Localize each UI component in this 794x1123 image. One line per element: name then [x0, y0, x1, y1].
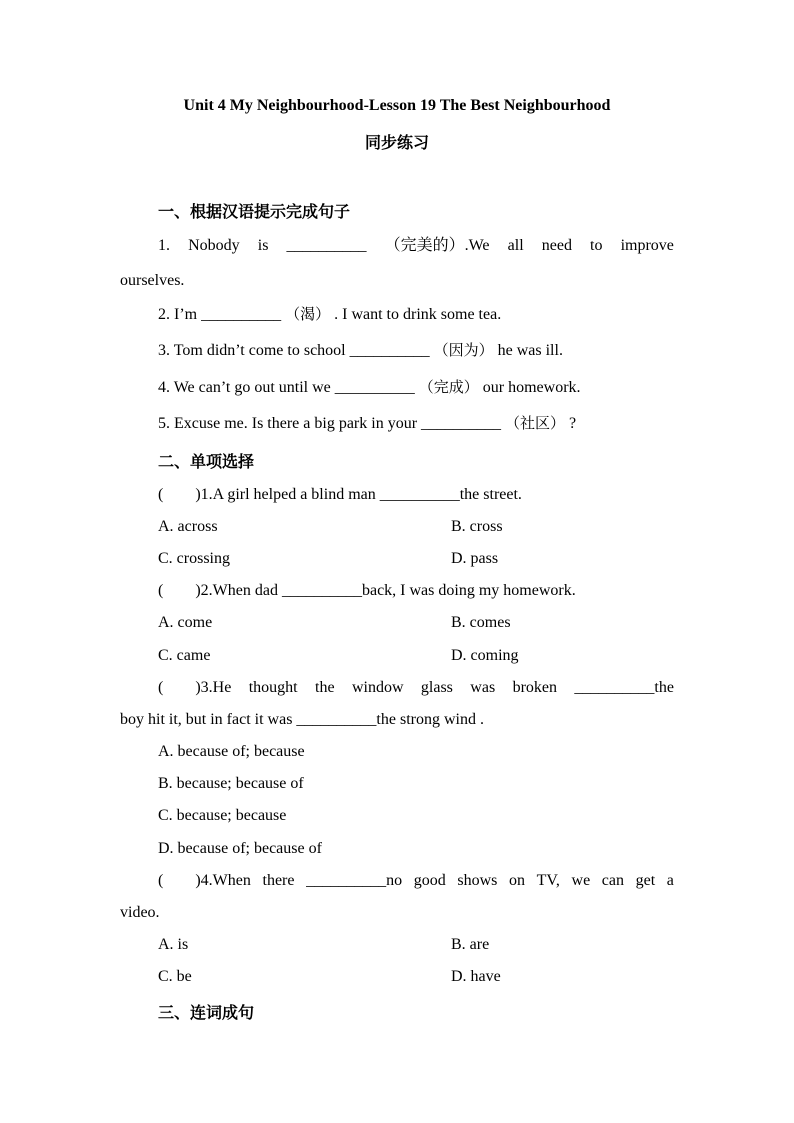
section2-heading: 二、单项选择	[158, 452, 255, 471]
word: __________	[286, 237, 367, 254]
s2-question-3-continuation: boy hit it, but in fact it was __________the strong wind .	[120, 711, 484, 728]
s2-q4-option-c: C. be	[158, 968, 192, 985]
s2-question-4-line	[158, 871, 674, 891]
s1-question-1-line	[158, 236, 674, 256]
word: to	[590, 237, 603, 254]
word: 1.	[158, 237, 170, 254]
s2-q4-option-a: A. is	[158, 936, 189, 953]
page-title: Unit 4 My Neighbourhood-Lesson 19 The Best Neighbourhood	[183, 97, 611, 114]
q5-hint: （社区）	[505, 414, 566, 432]
word: a	[666, 872, 674, 889]
q4-text-b: our homework.	[482, 379, 581, 396]
word: window	[351, 679, 404, 696]
word: Nobody	[188, 237, 240, 254]
word: get	[635, 872, 656, 889]
word: is	[257, 237, 269, 254]
s2-q2-option-c: C. came	[158, 647, 211, 664]
section1-heading: 一、根据汉语提示完成句子	[158, 202, 351, 221]
s2-q2-option-b: B. comes	[451, 614, 511, 631]
word: need	[541, 237, 572, 254]
s2-q3-option-b: B. because; because of	[158, 775, 304, 792]
s2-q1-option-b: B. cross	[451, 518, 503, 535]
word: ( )4.When	[158, 872, 251, 889]
s2-question-2-stem: ( )2.When dad __________back, I was doing my homework.	[158, 582, 576, 599]
word: the	[315, 679, 335, 696]
q5-text-a: 5. Excuse me. Is there a big park in your __________	[158, 415, 502, 432]
word: __________the	[574, 679, 674, 696]
s2-q2-option-d: D. coming	[451, 647, 519, 664]
s2-q2-option-a: A. come	[158, 614, 213, 631]
s1-question-3	[158, 340, 563, 361]
q3-text-b: he was ill.	[497, 342, 563, 359]
word: ( )3.He	[158, 679, 232, 696]
s2-question-3-line	[158, 678, 674, 698]
s2-q4-option-d: D. have	[451, 968, 501, 985]
word: good	[413, 872, 446, 889]
page-subtitle: 同步练习	[364, 133, 429, 152]
word: broken	[512, 679, 557, 696]
section3-heading: 三、连词成句	[158, 1003, 255, 1022]
word: TV,	[536, 872, 560, 889]
s1-question-1-continuation: ourselves.	[120, 272, 185, 289]
word: we	[571, 872, 591, 889]
q2-text-b: . I want to drink some tea.	[334, 306, 502, 323]
word: all	[507, 237, 524, 254]
q2-text-a: 2. I’m __________	[158, 306, 282, 323]
s2-question-1-stem: ( )1.A girl helped a blind man __________the street.	[158, 486, 522, 503]
q4-text-a: 4. We can’t go out until we __________	[158, 379, 415, 396]
s2-q3-option-c: C. because; because	[158, 807, 287, 824]
s2-q1-option-a: A. across	[158, 518, 218, 535]
s2-q3-option-d: D. because of; because of	[158, 840, 322, 857]
q3-text-a: 3. Tom didn’t come to school __________	[158, 342, 430, 359]
word: on	[509, 872, 525, 889]
word: there	[262, 872, 295, 889]
s2-q4-option-b: B. are	[451, 936, 490, 953]
s1-question-4	[158, 377, 581, 398]
word: shows	[457, 872, 498, 889]
word: glass	[420, 679, 453, 696]
q3-hint: （因为）	[433, 341, 494, 359]
word: thought	[248, 679, 298, 696]
word: （完美的）.We	[384, 237, 490, 254]
word: was	[470, 679, 496, 696]
s1-question-2	[158, 304, 501, 325]
q5-text-b: ?	[569, 415, 577, 432]
s2-q1-option-c: C. crossing	[158, 550, 230, 567]
word: improve	[620, 237, 674, 254]
s1-question-5	[158, 413, 576, 434]
s2-question-4-continuation: video.	[120, 904, 160, 921]
q2-hint: （渴）	[285, 305, 331, 323]
s2-q1-option-d: D. pass	[451, 550, 499, 567]
word: can	[601, 872, 624, 889]
q4-hint: （完成）	[418, 378, 479, 396]
word: __________no	[306, 872, 403, 889]
s2-q3-option-a: A. because of; because	[158, 743, 305, 760]
